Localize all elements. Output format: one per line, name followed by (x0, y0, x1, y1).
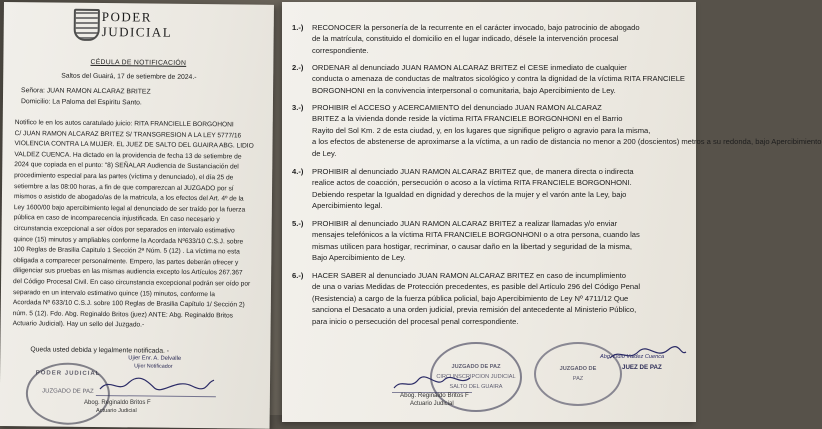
logo-word-judicial: JUDICIAL (101, 24, 173, 40)
body-line: VIOLENCIA CONTRA LA MUJER. EL JUEZ DE SALTO DEL GUAIRA ABG. LIDIO (14, 140, 254, 150)
ujier-name: Ujier Enr. A. Delvalle (128, 355, 182, 362)
signer-name: Abog. Reginaldo Britos F (400, 392, 469, 399)
signature-scribble-icon (392, 374, 472, 392)
body-line: C/ JUAN RAMON ALCARAZ BRITEZ S/ TRANSGRESION A LA LEY 5777/16 (14, 129, 242, 140)
body-line: 2024 que copiada en el punto: "8) SEÑALAR Audiencia de Sustanciación del (14, 161, 239, 171)
body-line: 100 Reglas de Brasilia Capitulo 1 Sección 2ª Núm. 5 (12) . La víctima no esta (13, 246, 240, 256)
judge-name: Abg. Lidio Valdez Cuenca (600, 354, 665, 360)
item-line: BRITEZ a la vivienda donde reside la víctima RITA FRANCIELE BORGONHONI en el Barrio (312, 114, 623, 124)
stamp-text: JUZGADO DE PAZ (42, 388, 94, 395)
place-date: Saltos del Guairá, 17 de setiembre de 2024.- (61, 72, 197, 82)
item-line: realice actos de coacción, persecución o acoso a la víctima RITA FRANCIELE BORGONHONI. (312, 178, 632, 188)
item-line: Apercibimiento legal. (312, 201, 383, 211)
item-text (312, 102, 822, 159)
ujier-role: Ujier Notificador (134, 363, 173, 370)
body-line: procedimiento especial para las partes (víctima y denunciado), el día 25 de (14, 172, 234, 182)
item-line: de la matrícula, constituido el domicilio en el lugar indicado, désele la intervención procesal (312, 34, 619, 44)
item-line: BORGONHONI en la convivencia interpersonal o comunitaria, bajo Apercibimiento de Ley. (312, 85, 616, 95)
body-line: separado en un intervalo estimativo quince (15) minutos, conforme la (12, 288, 215, 298)
signer-role: Actuario Judicial (410, 401, 454, 407)
handwritten-signature (392, 374, 472, 393)
item-line: Bajo Apercibimiento de Ley. (312, 253, 406, 263)
stamp-text: JUZGADO DE PAZ (451, 364, 501, 370)
court-logo (22, 8, 262, 43)
item-number: 2.-) (292, 63, 304, 72)
item-number: 4.-) (292, 167, 304, 176)
body-line: del Código Procesal Civil. En caso circunstancia excepcional podrán ser oído por (13, 278, 251, 288)
body-line: quince (15) minutos y ampliables conforme la Acordada Nº633/10 C.S.J. sobre (13, 235, 244, 246)
item-text (312, 22, 686, 56)
body-line: Notifico le en los autos caratulado juicio: RITA FRANCIELLE BORGOHONI (14, 119, 234, 129)
body-line: pública en caso de incomparecencia injustificada. En caso necesario y (13, 214, 220, 224)
signer-name: Abog. Reginaldo Britos F (84, 400, 151, 406)
item-line: RECONOCER la personería de la recurrente en el carácter invocado, bajo patrocinio de abogado (312, 23, 640, 32)
notification-body (13, 118, 263, 332)
item-line: de una o varias Medidas de Protección precedentes, es pasible del Artículo 296 del Código Penal (312, 282, 641, 292)
item-line: Debiendo respetar la Igualdad en dignidad y derechos de la mujer y el varón ante la Ley, bajo (312, 189, 627, 199)
item-line: a los efectos de abstenerse de aproximarse a la víctima, a un radio de distancia no menor a 200 (doscientos) metros a su redonda, bajo Apercibimiento (312, 137, 822, 147)
logo-word-poder: PODER (101, 9, 153, 25)
body-line: Acordada Nº 633/10 C.S.J. sobre 100 Reglas de Brasilia Capítulo 1/ Sección 2) (12, 299, 245, 309)
body-line: Ley 1600/00 bajo apercibimiento legal al denunciado de ser traído por la fuerza (13, 203, 246, 214)
domicile: Domicilio: La Paloma del Espiritu Santo. (20, 98, 142, 107)
item-number: 6.-) (292, 271, 304, 280)
item-line: sanciona el Desacato a una orden judicial, previa remisión del antecedente al Ministerio Público, (312, 305, 637, 315)
body-line: Actuario Judicial). Hay un sello del Juzgado.- (12, 320, 145, 329)
body-line: setiembre a las 08:00 horas, a fin de que comparezcan al JUZGADO por sí (14, 182, 234, 192)
notification-page (0, 2, 274, 429)
item-line: para inicio o persecución del procesal penal correspondiente. (312, 316, 519, 326)
item-line: mensajes telefónicos a la víctima RITA FRANCIELE BORGONHONI o a otra persona, cuando las (312, 230, 640, 240)
handwritten-signature (96, 375, 216, 397)
item-number: 5.-) (292, 219, 304, 228)
item-line: ORDENAR al denunciado JUAN RAMON ALCARAZ BRITEZ el CESE inmediato de cualquier (312, 63, 627, 72)
item-line: de Ley. (312, 148, 337, 158)
closing-line: Queda usted debida y legalmente notificada. - (30, 346, 170, 355)
item-line: HACER SABER al denunciado JUAN RAMON ALCARAZ BRITEZ en caso de incumplimiento (312, 271, 626, 280)
court-shield-icon (74, 9, 100, 41)
addressee: Señora: JUAN RAMON ALCARAZ BRITEZ (21, 87, 151, 96)
signer-role: Actuario Judicial (96, 408, 137, 414)
body-line: VALDEZ CUENCA. Ha dictado en la providencia de fecha 13 de setiembre de (14, 150, 242, 161)
stamp-text: SALTO DEL GUAIRA (449, 384, 503, 390)
item-number: 1.-) (292, 23, 304, 32)
stamp-text: JUZGADO DE (559, 366, 597, 372)
stamp-text: PODER JUDICIAL (35, 370, 101, 378)
item-line: correspondiente. (312, 45, 369, 55)
judge-role: JUEZ DE PAZ (622, 364, 662, 371)
item-line: PROHIBIR al denunciado JUAN RAMON ALCARAZ BRITEZ a realizar llamadas y/o enviar (312, 219, 618, 228)
item-text (312, 62, 686, 96)
body-line: diligenciar sus pruebas en las mismas audiencia excepto los Artículos 267.367 (13, 267, 243, 277)
stamp-text: PAZ (572, 376, 584, 382)
item-line: mismas utilicen para hostigar, recriminar, o causar daño en la libertad y seguridad de la misma, (312, 241, 632, 251)
item-text (312, 166, 686, 212)
resolution-page (282, 2, 822, 422)
stamp-text: CIRCUNSCRIPCION JUDICIAL (436, 374, 516, 380)
document-title: CÉDULA DE NOTIFICACIÓN (90, 58, 187, 67)
item-line: conducta o amenaza de conductas de maltratos sicológico y contra la dignidad de la víctima RITA FRANCIELE (312, 74, 685, 84)
item-number: 3.-) (292, 103, 304, 112)
item-text (312, 270, 686, 327)
item-line: (Resistencia) a cargo de la fuerza pública policial, bajo Apercibimiento de Ley Nº 4711/12 Que (312, 293, 629, 303)
item-text (312, 218, 686, 264)
signature-scribble-icon (96, 375, 216, 396)
item-line: PROHIBIR el ACCESO y ACERCAMIENTO del denunciado JUAN RAMON ALCARAZ (312, 103, 602, 112)
item-line: Rayito del Sol Km. 2 de esta ciudad, y, en los lugares que signifique peligro o agravio para la misma, (312, 125, 651, 135)
body-line: obligada a comparecer personalmente. Empero, las partes deberán ofrecer y (13, 256, 239, 267)
item-line: PROHIBIR al denunciado JUAN RAMON ALCARAZ BRITEZ que, de manera directa o indirecta (312, 167, 634, 176)
body-line: núm. 5 (12). Fdo. Abg. Reginaldo Britos (juez) ANTE: Abg. Reginaldo Britos (12, 309, 234, 320)
body-line: circunstancia excepcional a ser oídos por separados en intervalo estimativo (13, 225, 235, 235)
body-line: mismos o asistido de abogado/as de la matricula, a los efectos del Art. 4º de la (13, 193, 244, 203)
